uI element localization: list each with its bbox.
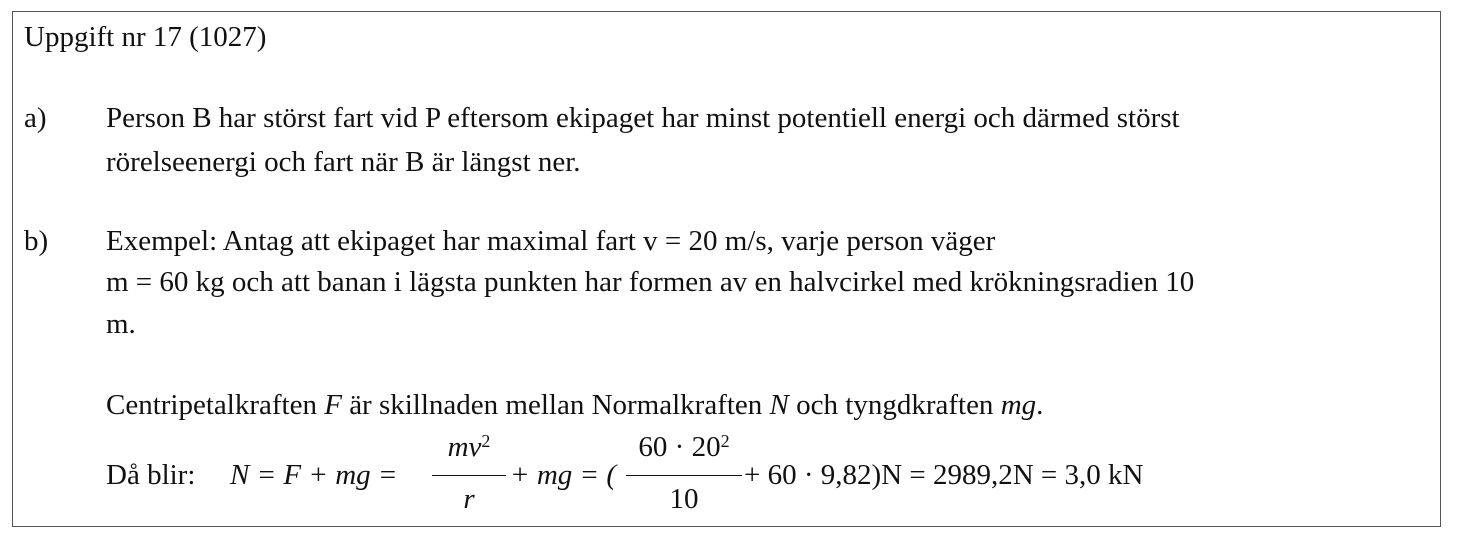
- fraction-1-exponent: 2: [481, 431, 491, 451]
- sentence-text-2: är skillnaden mellan Normalkraften: [341, 389, 770, 421]
- equation-lhs: N = F + mg =: [230, 459, 398, 491]
- part-b-line-2: m = 60 kg och att banan i lägsta punkten har formen av en halvcirkel med krökningsradien 10: [106, 266, 1195, 298]
- part-a-line-1: Person B har störst fart vid P eftersom ekipaget har minst potentiell energi och därmed störst: [106, 102, 1180, 134]
- fraction-2-denominator-text: 10: [669, 483, 699, 515]
- fraction-1-denominator: [432, 482, 506, 516]
- equation-intro: Då blir:: [106, 459, 196, 491]
- fraction-1-numerator: [432, 430, 506, 464]
- part-b-line-3: m.: [106, 308, 136, 340]
- symbol-F: F: [324, 389, 342, 421]
- sentence-text-3: och tyngdkraften: [788, 389, 1001, 421]
- fraction-2-numerator-text: 60 · 20: [638, 431, 721, 463]
- equation-tail: + 60 · 9,82)N = 2989,2N = 3,0 kN: [744, 459, 1144, 491]
- part-b-line-1: Exempel: Antag att ekipaget har maximal fart v = 20 m/s, varje person väger: [106, 225, 996, 257]
- part-a-line-2: rörelseenergi och fart när B är längst ner.: [106, 146, 581, 178]
- sentence-period: .: [1036, 389, 1044, 421]
- fraction-2-bar: [626, 475, 742, 476]
- centripetal-sentence: [106, 388, 1043, 422]
- equation-plus-mg-text: + mg = (: [510, 459, 616, 491]
- equation-plus-mg: [510, 458, 616, 492]
- fraction-1-denominator-text: r: [463, 483, 475, 515]
- sentence-text-1: Centripetalkraften: [106, 389, 325, 421]
- fraction-2-numerator: [626, 430, 742, 464]
- part-a-label: a): [24, 102, 47, 134]
- fraction-1-bar: [432, 475, 506, 476]
- symbol-mg: mg: [1000, 389, 1037, 421]
- fraction-1-numerator-text: mv: [447, 431, 482, 463]
- part-b-label: b): [24, 225, 49, 257]
- task-title: Uppgift nr 17 (1027): [24, 21, 267, 53]
- symbol-N: N: [769, 389, 789, 421]
- fraction-2-exponent: 2: [720, 431, 730, 451]
- fraction-2-denominator: [626, 482, 742, 516]
